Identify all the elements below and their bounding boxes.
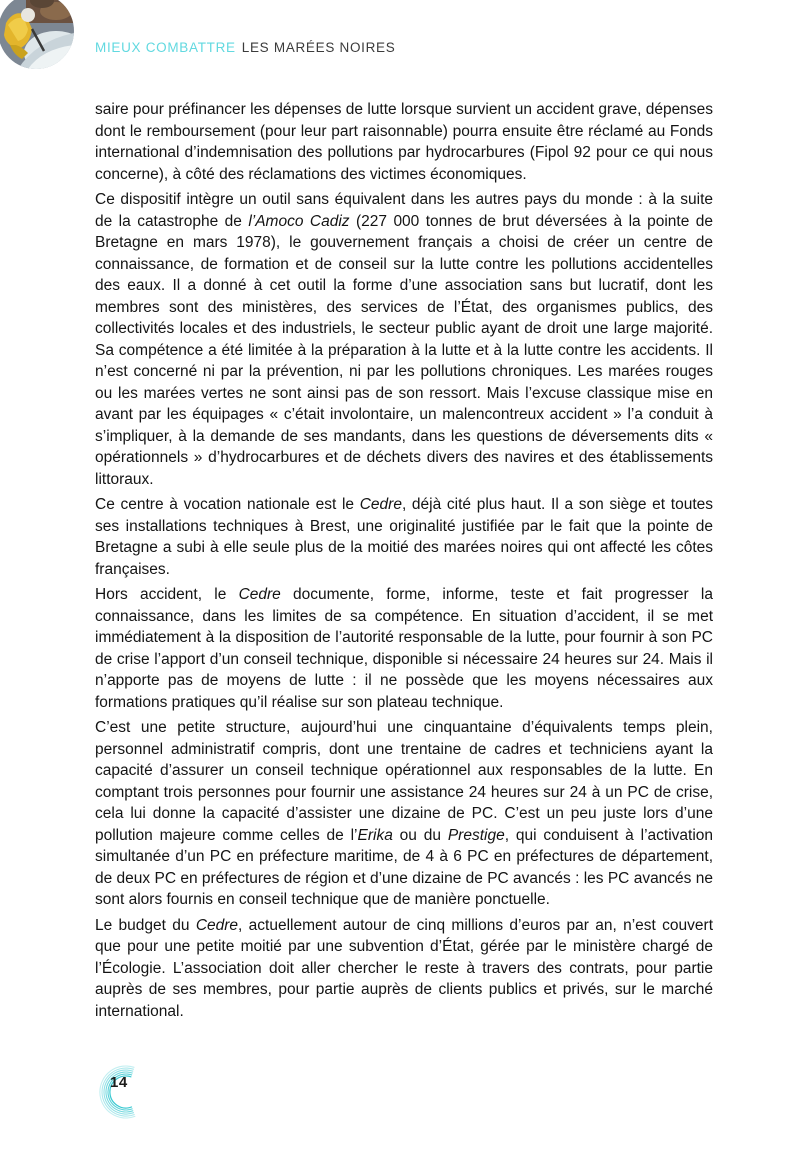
- paragraph: [95, 189, 713, 490]
- page-number: 14: [110, 1074, 128, 1091]
- text-segment: Hors accident, le: [95, 586, 239, 603]
- running-title-rest: LES MARÉES NOIRES: [241, 40, 396, 55]
- italic-text-segment: Erika: [357, 826, 393, 844]
- text-segment: Ce dispositif intègre un outil sans équivalent dans les autres pays du monde : à la suite de la catastrophe de: [95, 191, 713, 230]
- text-segment: Le budget du: [95, 916, 196, 934]
- text-segment: (227 000 tonnes de brut déversées à la pointe de Bretagne en mars 1978), le gouvernement français a choisi de créer un centre de connaissance, de formation et de conseil sur la lutte contre les pollutions accidentelles des eaux. Il a donné à cet outil la forme d’une association sans but lucratif, dont les membres sont des ministères, des services de l’État, des organismes publics, des collectivités locales et des industriels, le secteur public ayant de droit une large majorité. Sa compétence a été limitée à la préparation à la lutte et à la lutte contre les accidents. Il n’est concerné ni par la prévention, ni par les pollutions chroniques. Les marées rouges ou les marées vertes ne sont ainsi pas de son ressort. Mais l’excuse classique mise en avant par les équipages « c’était involontaire, un malencontreux accident » l’a conduit à s’impliquer, à la demande de ses mandants, dans les questions de déversements dits « opérationnels » d’hydrocarbures et de déchets divers des navires et des établissements littoraux.: [95, 212, 714, 488]
- oil-spill-cleanup-photo: [0, 0, 74, 69]
- paragraph: [95, 494, 713, 580]
- text-segment: , actuellement autour de cinq millions d’euros par an, n’est couvert que pour une petite moitié par une subvention d’État, gérée par le ministère chargé de l’Écologie. L’association doit aller chercher le reste à travers des contrats, pour partie auprès de ses membres, pour partie auprès de clients publics et privés, sur le marché international.: [95, 916, 713, 1020]
- text-segment: Ce centre à vocation nationale est le: [95, 496, 360, 513]
- text-segment: , qui conduisent à l’activation simultanée d’un PC en préfecture maritime, de 4 à 6 PC en préfectures de département, de deux PC en préfectures de région et d’une dizaine de PC avancés : les PC avancés ne sont alors fournis en conseil technique que de manière ponctuelle.: [95, 826, 714, 908]
- running-header-title: [95, 40, 395, 55]
- italic-text-segment: l’Amoco Cadiz: [248, 212, 350, 230]
- paragraph: [95, 915, 713, 1023]
- text-segment: documente, forme, informe, teste et fait progresser la connaissance, dans les limites de sa compétence. En situation d’accident, il se met immédiatement à la disposition de l’autorité responsable de la lutte, pour fournir à son PC de crise l’apport d’un conseil technique, disponible si nécessaire 24 heures sur 24. Mais il n’apporte pas de moyens de lutte : il ne possède que les moyens nécessaires aux formations pratiques qu’il réalise sur son plateau technique.: [95, 586, 713, 711]
- body-text: [95, 99, 713, 1026]
- italic-text-segment: Prestige: [447, 826, 505, 844]
- photo-illustration: [0, 0, 74, 69]
- paragraph: [95, 717, 713, 911]
- running-title-highlight: MIEUX COMBATTRE: [95, 40, 236, 55]
- italic-text-segment: Cedre: [359, 496, 402, 513]
- italic-text-segment: Cedre: [195, 916, 239, 934]
- page-footer: [92, 1064, 156, 1126]
- italic-text-segment: Cedre: [238, 586, 281, 603]
- paragraph: [95, 99, 713, 185]
- text-segment: , déjà cité plus haut. Il a son siège et toutes ses installations techniques à Brest, une originalité justifiée par le fait que la pointe de Bretagne a subi à elle seule plus de la moitié des marées noires qui ont affecté les côtes françaises.: [95, 496, 714, 578]
- text-segment: ou du: [392, 826, 448, 844]
- text-segment: saire pour préfinancer les dépenses de lutte lorsque survient un accident grave, dépenses dont le remboursement (pour leur part raisonnable) pourra ensuite être réclamé au Fonds international d’indemnisation des pollutions par hydrocarbures (Fipol 92 pour ce qui nous concerne), à côté des réclamations des victimes économiques.: [95, 101, 713, 183]
- paragraph: [95, 584, 713, 713]
- text-segment: C’est une petite structure, aujourd’hui une cinquantaine d’équivalents temps plein, personnel administratif compris, dont une trentaine de cadres et techniciens ayant la capacité d’assurer un conseil technique opérationnel aux responsables de la lutte. En comptant trois personnes pour fournir une assistance 24 heures sur 24 à un PC de crise, cela lui donne la capacité d’assister une dizaine de PC. C’est un peu juste lors d’une pollution majeure comme celles de l’: [95, 719, 713, 844]
